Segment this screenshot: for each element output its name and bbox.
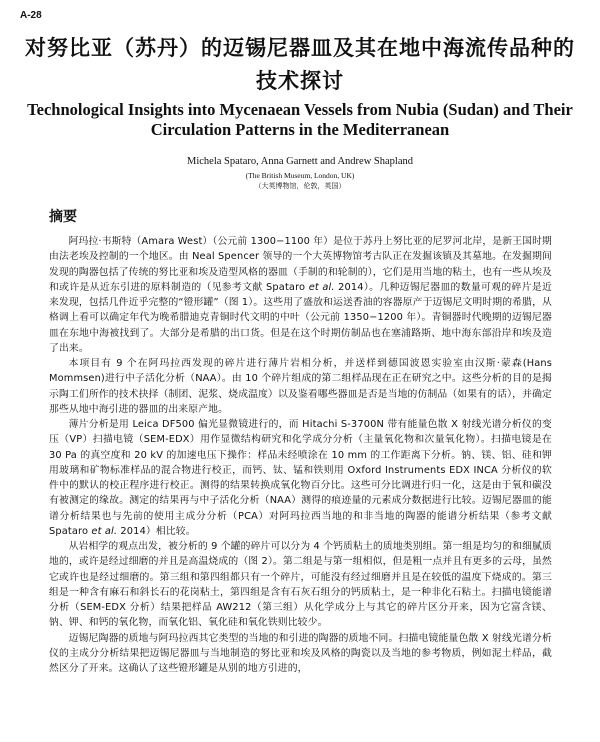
abstract-body: [49, 234, 552, 676]
paragraph-2: 本项目有 9 个在阿玛拉西发现的碎片进行薄片岩相分析，并送样到德国波恩实验室由汉斯·蒙森(Hans Mommsen)进行中子活化分析（NAA）。由 10 个碎片组成的第二组样品现在正在研究之中。这些分析的目的是揭示陶工们所作的技术抉择（制团、泥浆、烧成温度）以及鉴看哪些器皿是否是当地的仿制品（如果有的话），并确定那些从地中海引进的器皿的出来原产地。: [49, 358, 552, 415]
abstract-heading: 摘要: [49, 209, 77, 225]
affiliation-chinese: （大英博物馆，伦敦，英国）: [254, 182, 346, 190]
page-id: A-28: [20, 10, 42, 21]
paragraph-5: 迈锡尼陶器的质地与阿玛拉西其它类型的当地的和引进的陶器的质地不同。扫描电镜能量色散 X 射线光谱分析仪的主成分分析结果把迈锡尼器皿与当地制造的努比亚和埃及风格的陶瓷以及当地的参考物质，例如泥土样品，截然区分了开来。这确认了这些镫形罐是从别的地方引进的，: [49, 632, 552, 674]
paragraph-1: 阿玛拉·韦斯特（Amara West）（公元前 1300−1100 年）是位于苏丹上努比亚的尼罗河北岸，是新王国时期由法老埃及控制的一个地区。由 Neal Spencer 领导的一个大英博物馆考古队正在发掘该镇及其墓地。在发掘期间发现的陶器包括了传统的努比亚和埃及造型风格的器皿（手制的和轮制的），它们是用当地的粘土，也有一些从埃及和或许是从近东引进的原料制造的（见参考文献 Spataro et al. 2014）。几种迈锡尼器皿的数量可观的碎片是近来发现，包括几件近乎完整的“镫形罐”（图 1）。这些用了盛放和运送香油的容器原产于迈锡尼文明时期的希腊，从格调上看可以确定年代为晚希腊迪克青铜时代文明的中叶（公元前 1350−1200 年）。青铜器时代晚期的迈锡尼器皿在东地中海被找到了。大部分是希腊的出口货。但是在这个时期仿制品也在塞浦路斯、地中海东部沿岸和埃及造了出来。: [49, 236, 553, 354]
english-title: Technological Insights into Mycenaean Vessels from Nubia (Sudan) and Their Circulation Patterns in the Mediterranean: [27, 100, 573, 139]
paragraph-4: 从岩相学的观点出发，被分析的 9 个罐的碎片可以分为 4 个钙质粘土的质地类别组。第一组是均匀的和细腻质地的，或许是经过细磨的并且是高温烧成的（图 2）。第二组是与第一组相似，但是粗一点并且有更多的云母，虽然它或许也是经过细磨的。第三组和第四组都只有一个碎片，可能没有经过细磨并且是在较低的温度下烧成的。第三组是一种含有麻石和斜长石的花岗粘土，第四组是含有石灰石组分的钙质粘土，是一种非化石粘土。扫描电镜能谱分析（SEM-EDX 分析）结果把样品 AW212（第三组）从化学成分上与其它的碎片区分开来，因为它富含镁、钠、钾、和钙的氧化物，而氧化铝、氧化硅和氧化铁则比较少。: [49, 541, 552, 629]
chinese-title: 对努比亚（苏丹）的迈锡尼器皿及其在地中海流传品种的技术探讨: [25, 36, 575, 93]
paragraph-3: 薄片分析是用 Leica DF500 偏光显微镜进行的，而 Hitachi S-3700N 带有能量色散 X 射线光谱分析仪的变压（VP）扫描电镜（SEM-EDX）用作显微结构研究和化学成分分析（主量氧化物和次量氧化物）。扫描电镜是在 30 Pa 的真空度和 20 kV 的加速电压下操作：样品未经喷涂在 10 mm 的工作距离下分析。钠、镁、铝、硅和钾用玻璃和矿物标准样品的混合物进行校正，而钙、钛、锰和铁则用 Oxford Instruments EDX INCA 分析仪的软件中的默认的校正程序进行校正。测得的结果转换成氧化物百分比。这些可分比调进行归一化，这是由于氧和碳没有被测定的缘故。测定的结果再与中子活化分析（NAA）测得的痕迹量的元素成分数据进行比较。迈锡尼器皿的能谱分析结果也与先前的使用主成分分析（PCA）对阿玛拉西当地的和非当地的陶器的能谱分析结果（参考文献 Spataro et al. 2014）相比较。: [49, 419, 552, 537]
authors: Michela Spataro, Anna Garnett and Andrew Shapland: [187, 156, 413, 167]
affiliation-english: (The British Museum, London, UK): [245, 171, 355, 180]
